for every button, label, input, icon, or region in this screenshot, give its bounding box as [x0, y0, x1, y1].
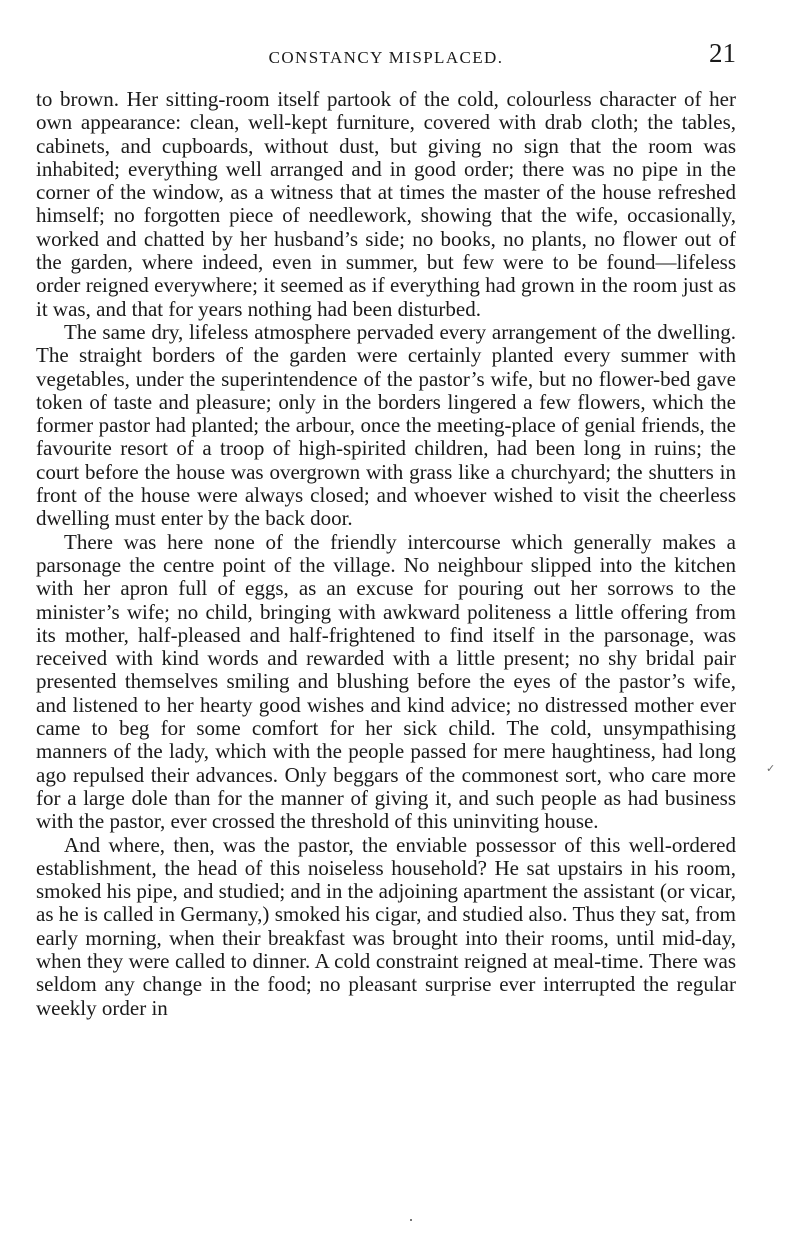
paragraph-continuation: to brown. Her sitting-room itself partook of the cold, colourless character of her own appearance: clean, well-kept furniture, covered with drab cloth; the tables, cabinets, and cupboards, without dust, but giving no sign that the room was inhabited; everything well arranged and in good order; there was no pipe in the corner of the window, as a witness that at times the master of the house refreshed himself; no forgotten piece of needlework, showing that the wife, occasionally, worked and chatted by her husband’s side; no books, no plants, no flower out of the garden, where indeed, even in summer, but few were to be found—lifeless order reigned everywhere; it seemed as if everything had grown in the room just as it was, and that for years nothing had been disturbed. [36, 87, 736, 321]
paragraph-garden: The same dry, lifeless atmosphere pervaded every arrangement of the dwelling. The straight borders of the garden were certainly planted every summer with vegetables, under the superintendence of the pastor’s wife, but no flower-bed gave token of taste and pleasure; only in the borders lingered a few flowers, which the former pastor had planted; the arbour, once the meeting-place of genial friends, the favourite resort of a troop of high-spirited children, had been long in ruins; the court before the house was overgrown with grass like a churchyard; the shutters in front of the house were always closed; and whoever wished to visit the cheerless dwelling must enter by the back door. [36, 319, 736, 531]
running-head [36, 38, 736, 72]
page-number: 21 [709, 38, 736, 68]
margin-blemish-mark: ✓ [766, 763, 776, 775]
paragraph-intercourse: There was here none of the friendly intercourse which generally makes a parsonage the centre point of the village. No neighbour slipped into the kitchen with her apron full of eggs, as an excuse for pouring out her sorrows to the minister’s wife; no child, bringing with awkward politeness a little offering from its mother, half-pleased and half-frightened to find itself in the parsonage, was received with kind words and rewarded with a little present; no shy bridal pair presented themselves smiling and blushing before the eyes of the pastor’s wife, and listened to her hearty good wishes and kind advice; no distressed mother ever came to beg for some comfort for her sick child. The cold, unsympathising manners of the lady, which with the people passed for mere haughtiness, had long ago repulsed their advances. Only beggars of the commonest sort, who care more for a large dole than for the manner of giving it, and such people as had business with the pastor, ever crossed the threshold of this uninviting house. [36, 529, 736, 834]
running-title: CONSTANCY MISPLACED. [268, 48, 504, 67]
body-text [36, 88, 736, 1020]
foot-dot-mark [410, 1219, 412, 1221]
paragraph-pastor: And where, then, was the pastor, the enviable possessor of this well-ordered establishment, the head of this noiseless household? He sat upstairs in his room, smoked his pipe, and studied; and in the adjoining apartment the assistant (or vicar, as he is called in Germany,) smoked his cigar, and studied also. Thus they sat, from early morning, when their breakfast was brought into their rooms, until mid-day, when they were called to dinner. A cold constraint reigned at meal-time. There was seldom any change in the food; no pleasant surprise ever interrupted the regular weekly order in [36, 832, 736, 1020]
